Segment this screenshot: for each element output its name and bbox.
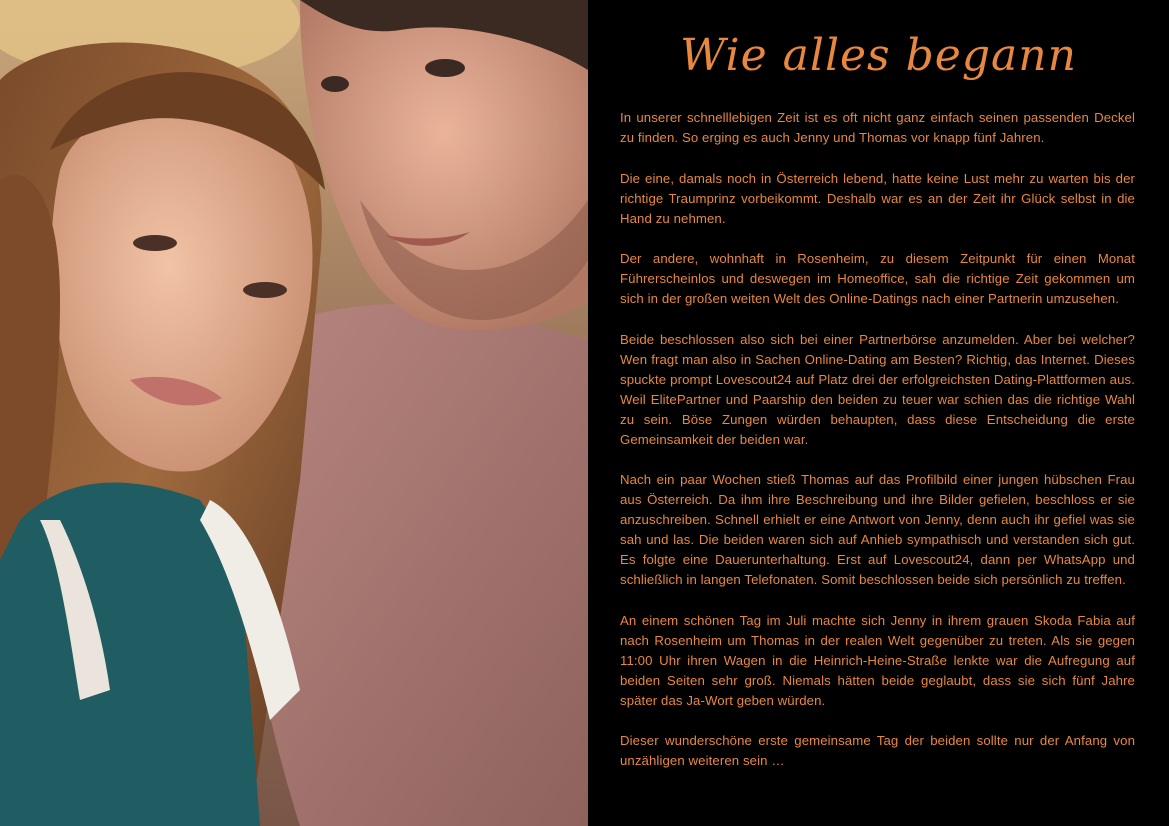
story-paragraph: Dieser wunderschöne erste gemeinsame Tag der beiden sollte nur der Anfang von unzähligen weiteren sein … bbox=[620, 733, 1135, 768]
story-panel bbox=[588, 0, 1169, 826]
page-title: Wie alles begann bbox=[680, 30, 1077, 81]
story-paragraph: Nach ein paar Wochen stieß Thomas auf das Profilbild einer jungen hübschen Frau aus Österreich. Da ihm ihre Beschreibung und ihre Bilder gefielen, beschloss er sie anzuschreiben. Schnell erhielt er eine Antwort von Jenny, denn auch ihr gefiel was sie sah und las. Die beiden waren sich auf Anhieb sympathisch und verstanden sich gut. Es folgte eine Dauerunterhaltung. Erst auf Lovescout24, dann per WhatsApp und schließlich in langen Telefonaten. Somit beschlossen beide sich persönlich zu treffen. bbox=[620, 472, 1135, 587]
story-paragraph: Der andere, wohnhaft in Rosenheim, zu diesem Zeitpunkt für einen Monat Führerscheinlos und deswegen im Homeoffice, sah die richtige Zeit gekommen um sich in der großen weiten Welt des Online-Datings nach einer Partnerin umzusehen. bbox=[620, 251, 1135, 306]
story-paragraph: In unserer schnelllebigen Zeit ist es oft nicht ganz einfach seinen passenden Deckel zu finden. So erging es auch Jenny und Thomas vor knapp fünf Jahren. bbox=[620, 110, 1135, 145]
story-paragraph: Die eine, damals noch in Österreich lebend, hatte keine Lust mehr zu warten bis der richtige Traumprinz vorbeikommt. Deshalb war es an der Zeit ihr Glück selbst in die Hand zu nehmen. bbox=[620, 170, 1135, 226]
story-paragraph: An einem schönen Tag im Juli machte sich Jenny in ihrem grauen Skoda Fabia auf nach Rosenheim um Thomas in der realen Welt gegenüber zu treten. Als sie gegen 11:00 Uhr ihren Wagen in die Heinrich-Heine-Straße lenkte war die Aufregung auf beiden Seiten sehr groß. Niemals hätten beide geglaubt, dass sie sich fünf Jahre später das Ja-Wort geben würden. bbox=[620, 612, 1135, 708]
story-paragraph: Beide beschlossen also sich bei einer Partnerbörse anzumelden. Aber bei welcher? Wen fragt man also in Sachen Online-Dating am Besten? Richtig, das Internet. Dieses spuckte prompt Lovescout24 auf Platz drei der erfolgreichsten Dating-Plattformen aus. Weil ElitePartner und Paarship den beiden zu teuer war schien das die richtige Wahl zu sein. Böse Zungen würden behaupten, dass diese Entscheidung die erste Gemeinsamkeit der beiden war. bbox=[620, 331, 1135, 447]
story-text bbox=[620, 108, 1135, 792]
